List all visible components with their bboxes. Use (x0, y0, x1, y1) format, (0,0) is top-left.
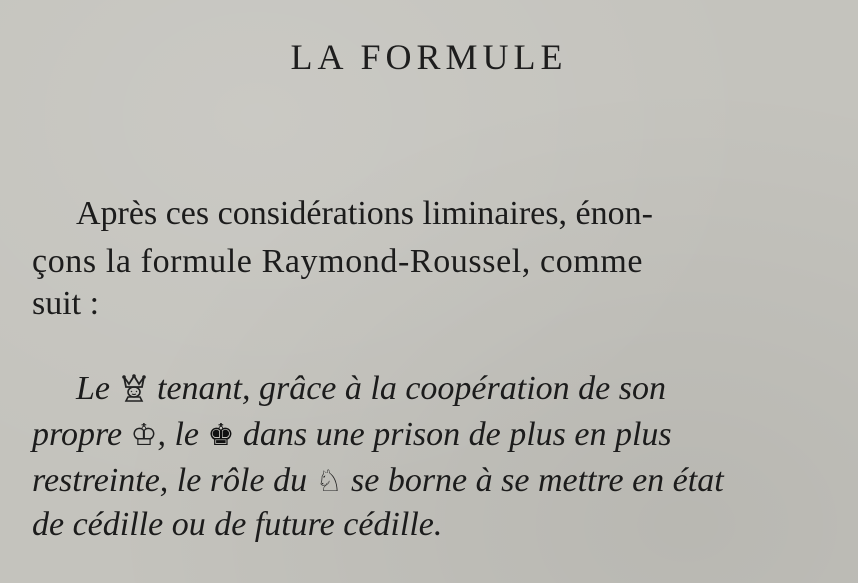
formula-line-2 (32, 416, 672, 454)
formula-text-4: de cédille ou de future cédille. (32, 506, 443, 543)
formula-text-2a: propre (32, 416, 131, 453)
intro-text-1: Après ces considérations liminaires, énon- (76, 195, 653, 232)
formula-text-1a: Le (76, 370, 119, 407)
white-knight-icon: ♘ (315, 464, 343, 499)
intro-text-3: suit : (32, 285, 100, 322)
intro-text-2: çons la formule Raymond-Roussel, comme (32, 243, 644, 280)
formula-line-3 (32, 462, 724, 500)
intro-line-2 (32, 242, 643, 282)
formula-text-3a: restreinte, le rôle du (32, 462, 316, 499)
jester-piece-icon (119, 372, 149, 407)
formula-text-2c: dans une prison de plus en plus (234, 416, 672, 453)
formula-line-1 (76, 370, 666, 408)
formula-line-4 (32, 506, 442, 544)
intro-line-3 (32, 284, 99, 324)
formula-text-1b: tenant, grâce à la coopération de son (148, 370, 666, 407)
white-king-icon: ♔ (130, 418, 158, 453)
black-king-icon: ♚ (207, 418, 235, 453)
intro-line-1 (76, 194, 653, 234)
formula-text-2b: , le (157, 416, 208, 453)
chapter-title: LA FORMULE (290, 37, 568, 77)
formula-text-3b: se borne à se mettre en état (342, 462, 724, 499)
